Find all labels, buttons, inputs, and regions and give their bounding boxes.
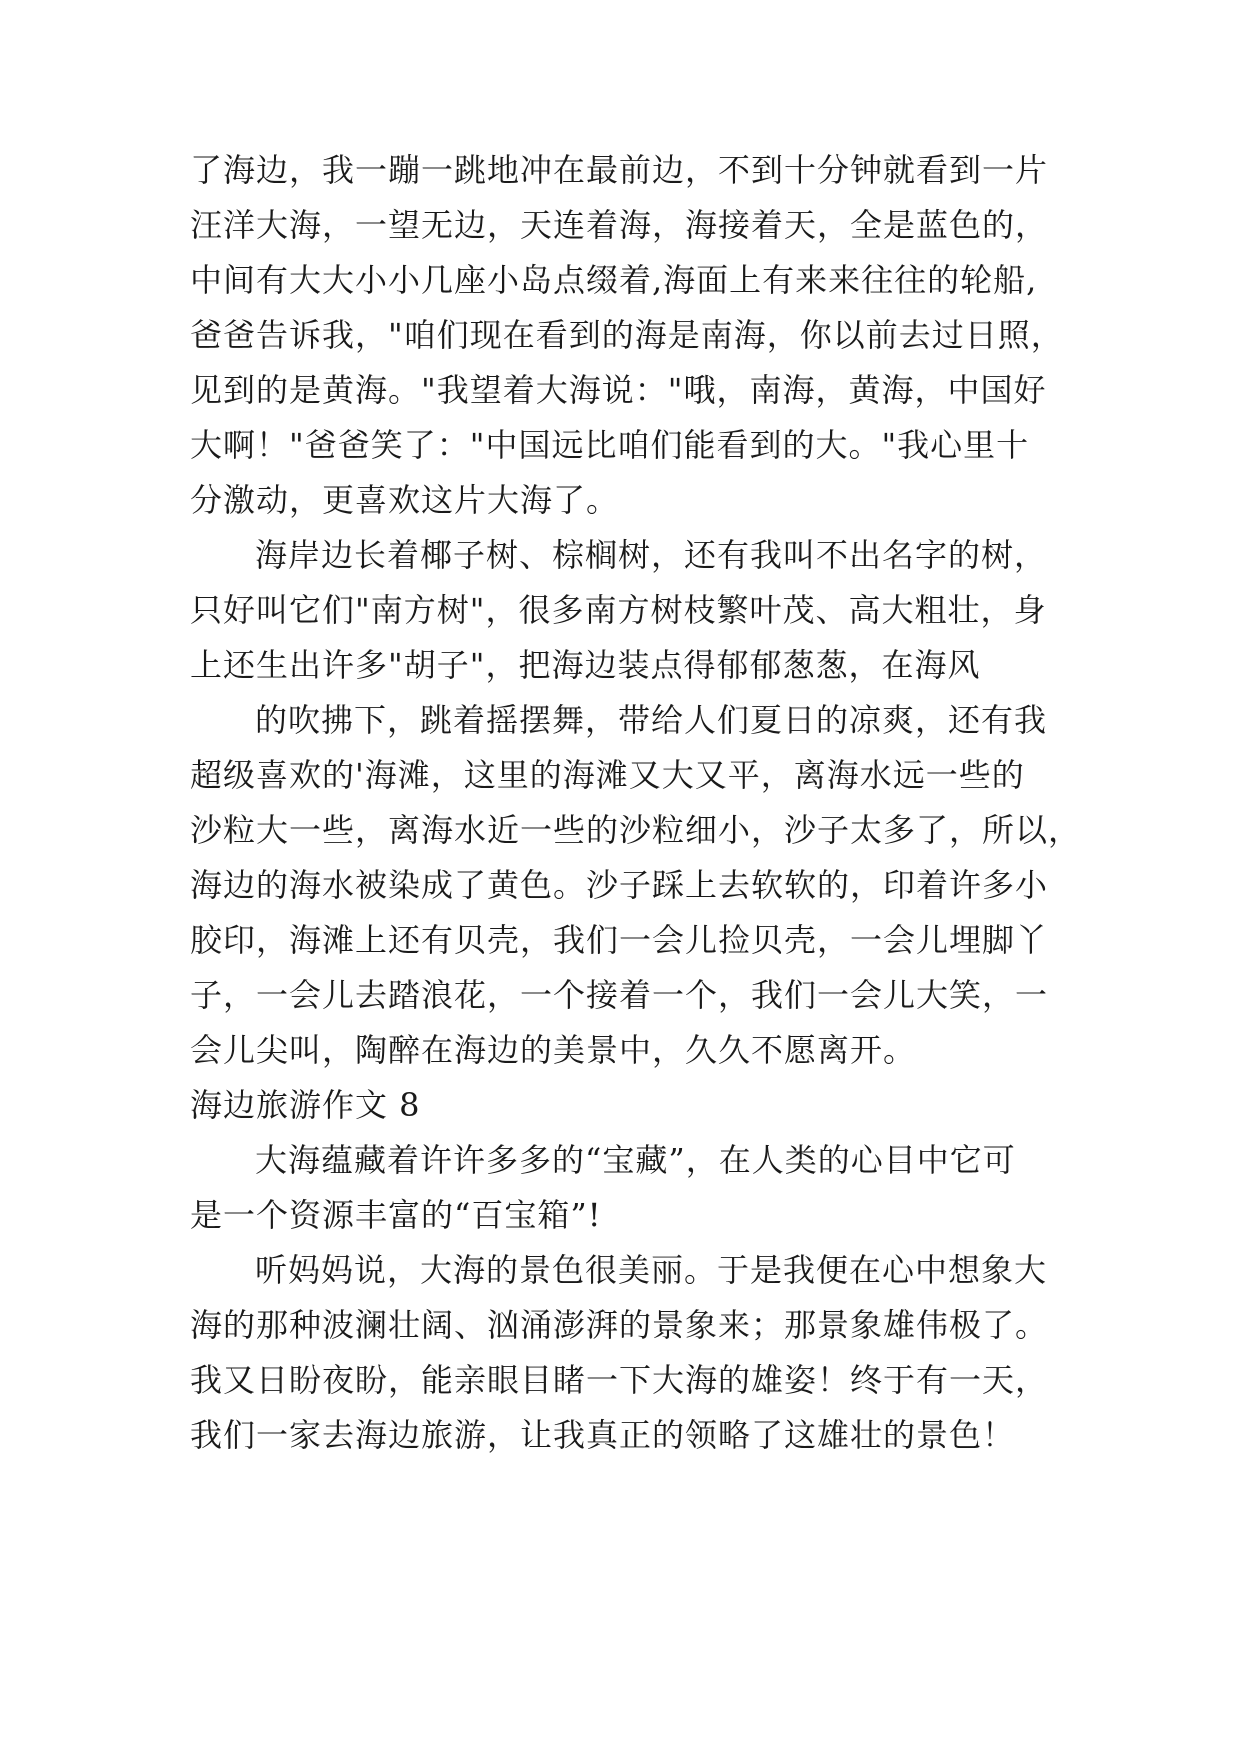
text-line: 汪洋大海，一望无边，天连着海，海接着天，全是蓝色的， (190, 206, 1049, 244)
text-line: 会儿尖叫，陶醉在海边的美景中，久久不愿离开。 (190, 1031, 917, 1069)
text-line: 海边的海水被染成了黄色。沙子踩上去软软的，印着许多小 (190, 866, 1049, 904)
text-line: 是一个资源丰富的“百宝箱”! (190, 1196, 602, 1234)
text-line: 上还生出许多"胡子"，把海边装点得郁郁葱葱，在海风 (190, 646, 981, 684)
text-line: 沙粒大一些，离海水近一些的沙粒细小，沙子太多了，所以， (190, 811, 1082, 849)
text-line: 我们一家去海边旅游，让我真正的领略了这雄壮的景色！ (190, 1416, 1016, 1454)
text-line: 海的那种波澜壮阔、汹涌澎湃的景象来；那景象雄伟极了。 (190, 1306, 1049, 1344)
text-line: 超级喜欢的'海滩，这里的海滩又大又平，离海水远一些的 (190, 756, 1025, 794)
text-line: 子，一会儿去踏浪花，一个接着一个，我们一会儿大笑，一 (190, 976, 1049, 1014)
text-line: 分激动，更喜欢这片大海了。 (190, 481, 620, 519)
text-line: 大啊！"爸爸笑了："中国远比咱们能看到的大。"我心里十 (190, 426, 1030, 464)
text-line: 见到的是黄海。"我望着大海说："哦，南海，黄海，中国好 (190, 371, 1047, 409)
text-line: 听妈妈说，大海的景色很美丽。于是我便在心中想象大 (255, 1251, 1048, 1289)
text-line: 只好叫它们"南方树"，很多南方树枝繁叶茂、高大粗壮，身 (190, 591, 1047, 629)
text-line: 中间有大大小小几座小岛点缀着,海面上有来来往往的轮船, (190, 261, 1038, 299)
text-line: 胶印，海滩上还有贝壳，我们一会儿捡贝壳，一会儿埋脚丫 (190, 921, 1049, 959)
text-line: 我又日盼夜盼，能亲眼目睹一下大海的雄姿！终于有一天， (190, 1361, 1049, 1399)
text-line: 了海边，我一蹦一跳地冲在最前边，不到十分钟就看到一片 (190, 151, 1049, 189)
text-line: 大海蕴藏着许许多多的“宝藏”，在人类的心目中它可 (255, 1141, 1016, 1179)
text-line: 海岸边长着椰子树、棕榈树，还有我叫不出名字的树， (255, 536, 1048, 574)
text-line: 的吹拂下，跳着摇摆舞，带给人们夏日的凉爽，还有我 (255, 701, 1048, 739)
text-line: 爸爸告诉我，"咱们现在看到的海是南海，你以前去过日照， (190, 316, 1064, 354)
section-heading: 海边旅游作文 8 (190, 1086, 421, 1124)
